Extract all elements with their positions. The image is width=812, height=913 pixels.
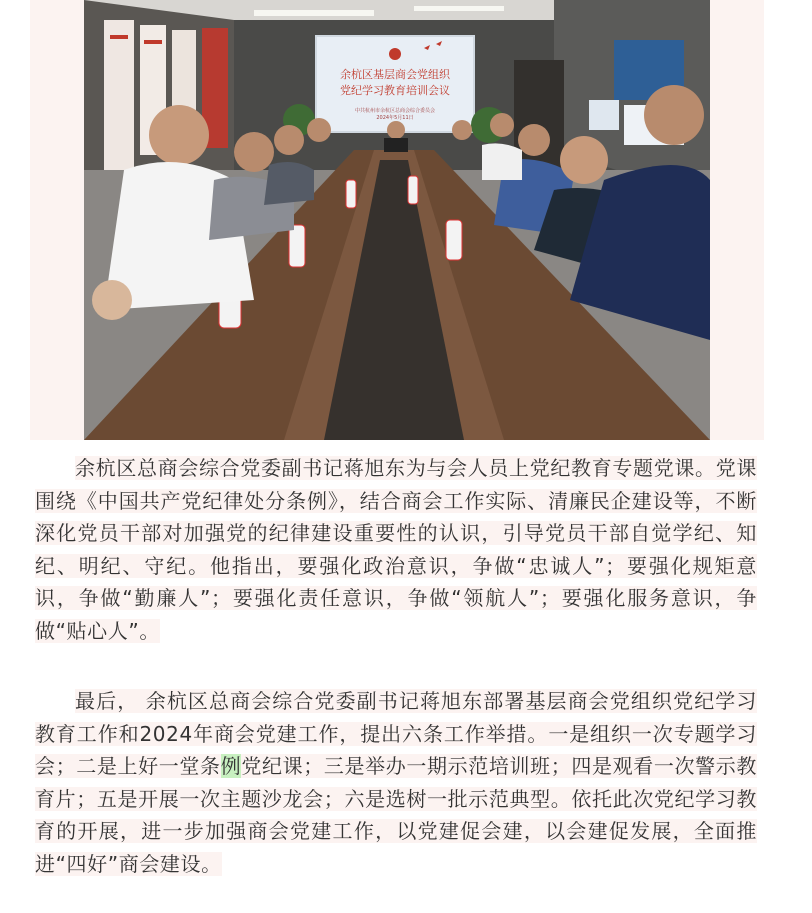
paragraph-2: [35, 685, 757, 880]
presenter: [387, 121, 405, 139]
photo-frame: [30, 0, 764, 440]
party-emblem-icon: [389, 48, 401, 60]
meeting-photo: [84, 0, 710, 440]
paragraph-2-text-before: 最后， 余杭区总商会综合党委副书记蒋旭东部署基层商会党组织党纪学习教育工作和2024年商会党建工作，提出六条工作举措。一是组织一次专题学习会；二是上好一堂条: [35, 689, 757, 778]
highlighted-character: 例: [220, 754, 242, 778]
paragraph-1: [35, 452, 757, 647]
slide-date: 2024年5月11日: [376, 115, 414, 121]
slide-footer: 中共杭州市余杭区总商会综合委员会: [354, 108, 436, 114]
paragraph-2-text-after: 党纪课；三是举办一期示范培训班；四是观看一次警示教育片；五是开展一次主题沙龙会；六是选树一批示范典型。依托此次党纪学习教育的开展，进一步加强商会党建工作，以党建促会建，以会建促发展，全面推进“四好”商会建设。: [35, 754, 758, 876]
slide-title-line2: 党纪学习教育培训会议: [340, 84, 450, 97]
slide-title-line1: 余杭区基层商会党组织: [340, 68, 450, 81]
wall-poster: [104, 20, 134, 170]
paragraph-1-text: 余杭区总商会综合党委副书记蒋旭东为与会人员上党纪教育专题党课。党课围绕《中国共产党纪律处分条例》，结合商会工作实际、清廉民企建设等，不断深化党员干部对加强党的纪律建设重要性的认识，引导党员干部自觉学纪、知纪、明纪、守纪。他指出，要强化政治意识，争做“忠诚人”；要强化规矩意识，争做“勤廉人”；要强化责任意识，争做“领航人”；要强化服务意识，争做“贴心人”。: [35, 456, 757, 643]
meeting-photo-illustration: [84, 0, 710, 440]
